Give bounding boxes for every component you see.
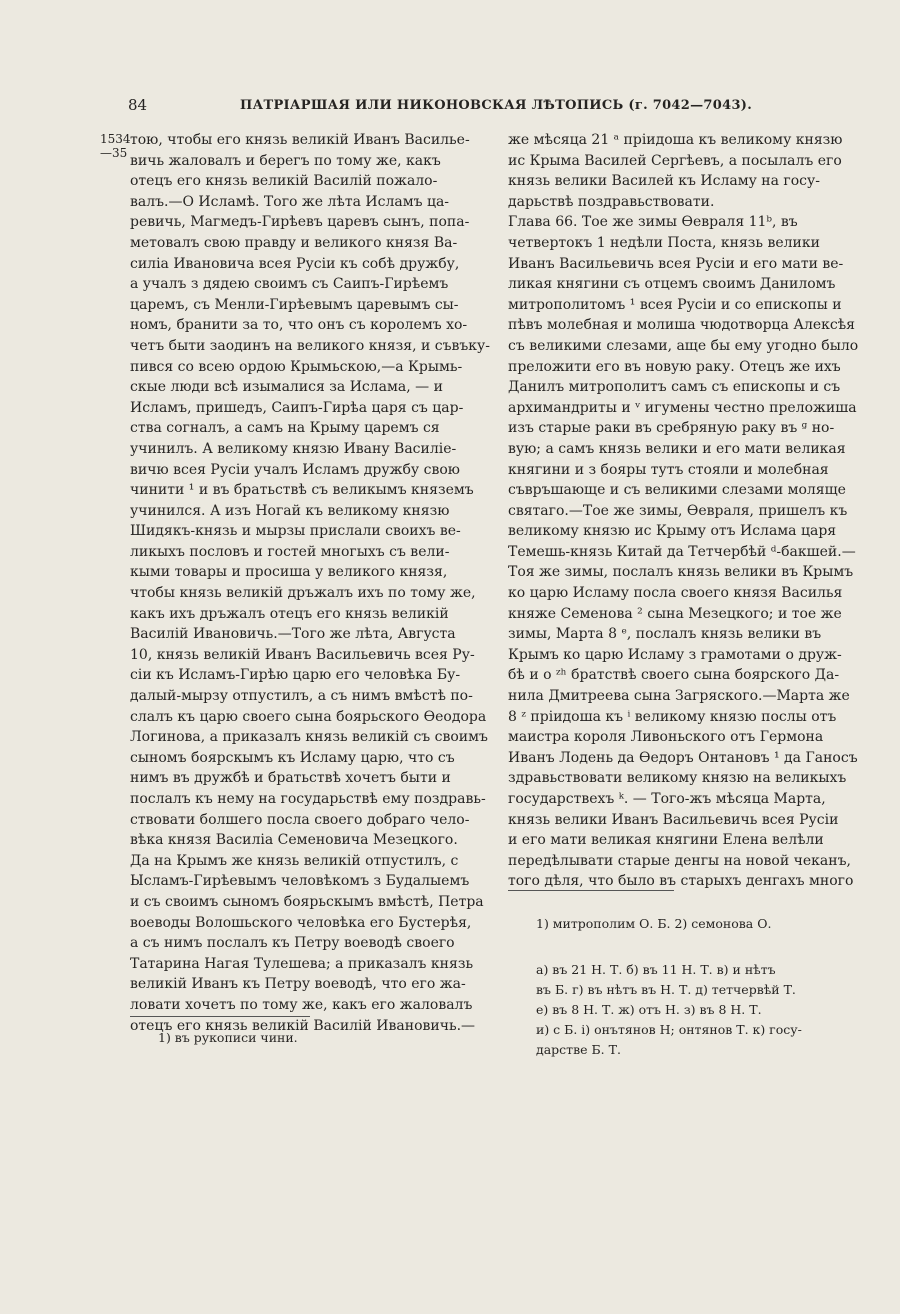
text-line: пився со всею ордою Крымьскою,—а Крымь-	[130, 358, 463, 375]
text-line: здравьствовати великому князю на великыхъ	[508, 770, 847, 787]
text-line: 8 ᶻ пріидоша къ ⁱ великому князю послы отъ	[508, 708, 837, 725]
text-line: и съ своимъ сыномъ боярьскымъ вмѣстѣ, Петра	[130, 893, 484, 910]
text-line: князь велики Василей къ Исламу на госу-	[508, 173, 820, 190]
running-header: ПАТРІАРШАЯ ИЛИ НИКОНОВСКАЯ ЛѢТОПИСЬ (г. 7042—7043).	[240, 98, 753, 113]
footnote-line: а) въ 21 Н. Т. б) въ 11 Н. Т. в) и нѣтъ	[536, 962, 776, 977]
text-line: маистра короля Ливоньского отъ Гермона	[508, 729, 824, 746]
text-line: валъ.—О Исламѣ. Того же лѣта Исламъ ца-	[130, 193, 450, 210]
text-line: вую; а самъ князь велики и его мати великая	[508, 440, 846, 457]
text-line: ко царю Исламу посла своего князя Василья	[508, 585, 843, 602]
text-line: Темешь-князь Китай да Тетчербѣй ᵈ-бакшей.—	[508, 543, 856, 560]
text-line: Глава 66. Тое же зимы Ѳевраля 11ᵇ, въ	[508, 214, 798, 231]
left-column	[130, 130, 490, 1036]
text-line: тою, чтобы его князь великій Иванъ Василье-	[130, 132, 470, 148]
text-line: того дѣля, что было въ старыхъ денгахъ много	[508, 873, 854, 890]
left-footnote-rule	[130, 1016, 310, 1017]
right-footnote-numbered: 1) митрополим О. Б. 2) семонова О.	[536, 916, 772, 931]
text-line: учинился. А изъ Ногай къ великому князю	[130, 502, 450, 519]
text-line: съвръшающе и съ великими слезами моляще	[508, 482, 846, 499]
margin-year-end: —35	[100, 146, 128, 160]
text-line: архимандриты и ᵛ игумены честно преложиша	[508, 399, 857, 416]
text-line: князь велики Иванъ Васильевичь всея Русіи	[508, 811, 839, 828]
text-line: нимъ въ дружбѣ и братьствѣ хочетъ быти и	[130, 770, 451, 787]
text-line: преложити его въ новую раку. Отецъ же ихъ	[508, 358, 841, 375]
text-line: а учалъ з дядею своимъ съ Саипъ-Гирѣемъ	[130, 276, 449, 293]
text-line: какъ ихъ дръжалъ отецъ его князь великій	[130, 605, 449, 622]
footnote-line: и) с Б. і) онътянов Н; онтянов Т. к) госу-	[536, 1022, 802, 1037]
text-line: Иванъ Лодень да Ѳедоръ Онтановъ ¹ да Ганосъ	[508, 749, 858, 766]
text-line: дарьствѣ поздравьствовати.	[508, 193, 715, 210]
text-line: вичь жаловалъ и берегъ по тому же, какъ	[130, 152, 441, 169]
text-line: Тоя же зимы, послалъ князь велики въ Крымъ	[508, 564, 854, 581]
text-line: съ великими слезами, аще бы ему угодно было	[508, 337, 859, 354]
footnote-line: въ Б. г) въ нѣтъ въ Н. Т. д) тетчервѣй Т.	[536, 982, 796, 997]
text-line: учинилъ. А великому князю Ивану Василіе-	[130, 440, 457, 457]
text-line: Исламъ, пришедъ, Саипъ-Гирѣа царя съ цар-	[130, 399, 464, 416]
text-line: сыномъ боярскымъ къ Исламу царю, что съ	[130, 749, 455, 766]
text-line: же мѣсяца 21 ᵃ пріидоша къ великому князю	[508, 132, 843, 148]
left-footnote: 1) въ рукописи чини.	[158, 1030, 298, 1045]
margin-year	[100, 132, 131, 160]
text-line: Иванъ Васильевичь всея Русіи и его мати ве-	[508, 255, 844, 272]
text-line: Василій Ивановичь.—Того же лѣта, Августа	[130, 626, 456, 643]
text-line: ствовати болшего посла своего добраго чело-	[130, 811, 470, 828]
text-line: княгини и з бояры тутъ стояли и молебная	[508, 461, 829, 478]
right-column	[508, 130, 866, 892]
text-line: ликыхъ пословъ и гостей многыхъ съ вели-	[130, 543, 450, 560]
text-line: и его мати великая княгини Елена велѣли	[508, 832, 824, 849]
text-line: передѣлывати старые денгы на новой чеканъ,	[508, 852, 851, 869]
text-line: митрополитомъ ¹ всея Русіи и со епископы и	[508, 296, 842, 313]
text-line: ловати хочетъ по тому же, какъ его жаловалъ	[130, 996, 473, 1013]
text-line: княже Семенова ² сына Мезецкого; и тое же	[508, 605, 842, 622]
text-line: отецъ его князь великій Василій пожало-	[130, 173, 438, 190]
text-line: ис Крыма Василей Сергѣевъ, а посылалъ его	[508, 152, 842, 169]
text-line: метовалъ свою правду и великого князя Ва-	[130, 234, 458, 251]
text-line: скые люди всѣ изымалися за Ислама, — и	[130, 379, 443, 396]
text-line: номъ, бранити за то, что онъ съ королемъ хо-	[130, 317, 468, 334]
text-line: царемъ, съ Менли-Гирѣевымъ царевымъ сы-	[130, 296, 459, 313]
text-line: государствехъ ᵏ. — Того-жъ мѣсяца Марта,	[508, 791, 826, 807]
text-line: далый-мырзу отпустилъ, а съ нимъ вмѣстѣ по-	[130, 688, 473, 705]
text-line: отецъ его князь великій Василій Ивановичь.—	[130, 1017, 476, 1034]
text-line: изъ старые раки въ сребряную раку въ ᵍ но-	[508, 420, 835, 437]
text-line: Шидякъ-князь и мырзы прислали своихъ ве-	[130, 523, 461, 540]
text-line: ликая княгини съ отцемъ своимъ Даниломъ	[508, 276, 836, 293]
text-line: кыми товары и просиша у великого князя,	[130, 564, 448, 581]
text-line: чинити ¹ и въ братьствѣ съ великымъ княземъ	[130, 482, 474, 499]
margin-year-start: 1534	[100, 132, 131, 146]
text-line: великій Иванъ къ Петру воеводѣ, что его жа-	[130, 976, 466, 993]
text-line: зимы, Марта 8 ᵉ, послалъ князь велики въ	[508, 626, 822, 643]
text-line: святаго.—Тое же зимы, Ѳевраля, пришелъ къ	[508, 502, 848, 519]
page-number: 84	[128, 96, 148, 114]
right-footnote-rule	[508, 890, 674, 891]
text-line: Крымъ ко царю Исламу з грамотами о друж-	[508, 646, 842, 663]
text-line: 10, князь великій Иванъ Васильевичь всея Ру-	[130, 646, 475, 663]
text-line: четвертокъ 1 недѣли Поста, князь велики	[508, 234, 820, 251]
text-line: нила Дмитреева сына Загряского.—Марта же	[508, 688, 850, 705]
text-line: Данилъ митрополитъ самъ съ епископы и съ	[508, 379, 841, 396]
text-line: сіи къ Исламъ-Гирѣю царю его человѣка Бу-	[130, 667, 461, 684]
footnote-line: е) въ 8 Н. Т. ж) отъ Н. з) въ 8 Н. Т.	[536, 1002, 762, 1017]
text-line: Татарина Нагая Тулешева; а приказалъ князь	[130, 955, 474, 972]
text-line: слалъ къ царю своего сына боярьского Ѳеодора	[130, 708, 487, 725]
text-line: ства согналъ, а самъ на Крыму царемъ ся	[130, 420, 440, 437]
text-line: пѣвъ молебная и молиша чюдотворца Алексѣя	[508, 317, 855, 334]
text-line: Логинова, а приказалъ князь великій съ своимъ	[130, 729, 488, 746]
text-line: великому князю ис Крыму отъ Ислама царя	[508, 523, 837, 540]
text-line: Да на Крымъ же князь великій отпустилъ, с	[130, 852, 459, 869]
footnote-line: дарстве Б. Т.	[536, 1042, 621, 1057]
text-line: вичю всея Русіи учалъ Исламъ дружбу свою	[130, 461, 460, 478]
text-line: послалъ къ нему на государьствѣ ему поздравь-	[130, 791, 486, 807]
text-line: а съ нимъ послалъ къ Петру воеводѣ своего	[130, 935, 455, 952]
text-line: силіа Ивановича всея Русіи къ собѣ дружбу,	[130, 255, 460, 272]
text-line: бѣ и о ᶻʰ братствѣ своего сына боярского Да-	[508, 667, 840, 684]
text-line: чтобы князь великій дръжалъ ихъ по тому же,	[130, 585, 476, 602]
text-line: вѣка князя Василіа Семеновича Мезецкого.	[130, 832, 458, 849]
right-footnote-lettered	[536, 960, 871, 1060]
text-line: ревичь, Магмедъ-Гирѣевъ царевъ сынъ, попа-	[130, 214, 470, 231]
text-line: Ысламъ-Гирѣевымъ человѣкомъ з Будалыемъ	[130, 873, 470, 890]
text-line: четъ быти заодинъ на великого князя, и съвъку-	[130, 337, 490, 354]
text-line: воеводы Волошьского человѣка его Бустерѣя,	[130, 914, 472, 931]
